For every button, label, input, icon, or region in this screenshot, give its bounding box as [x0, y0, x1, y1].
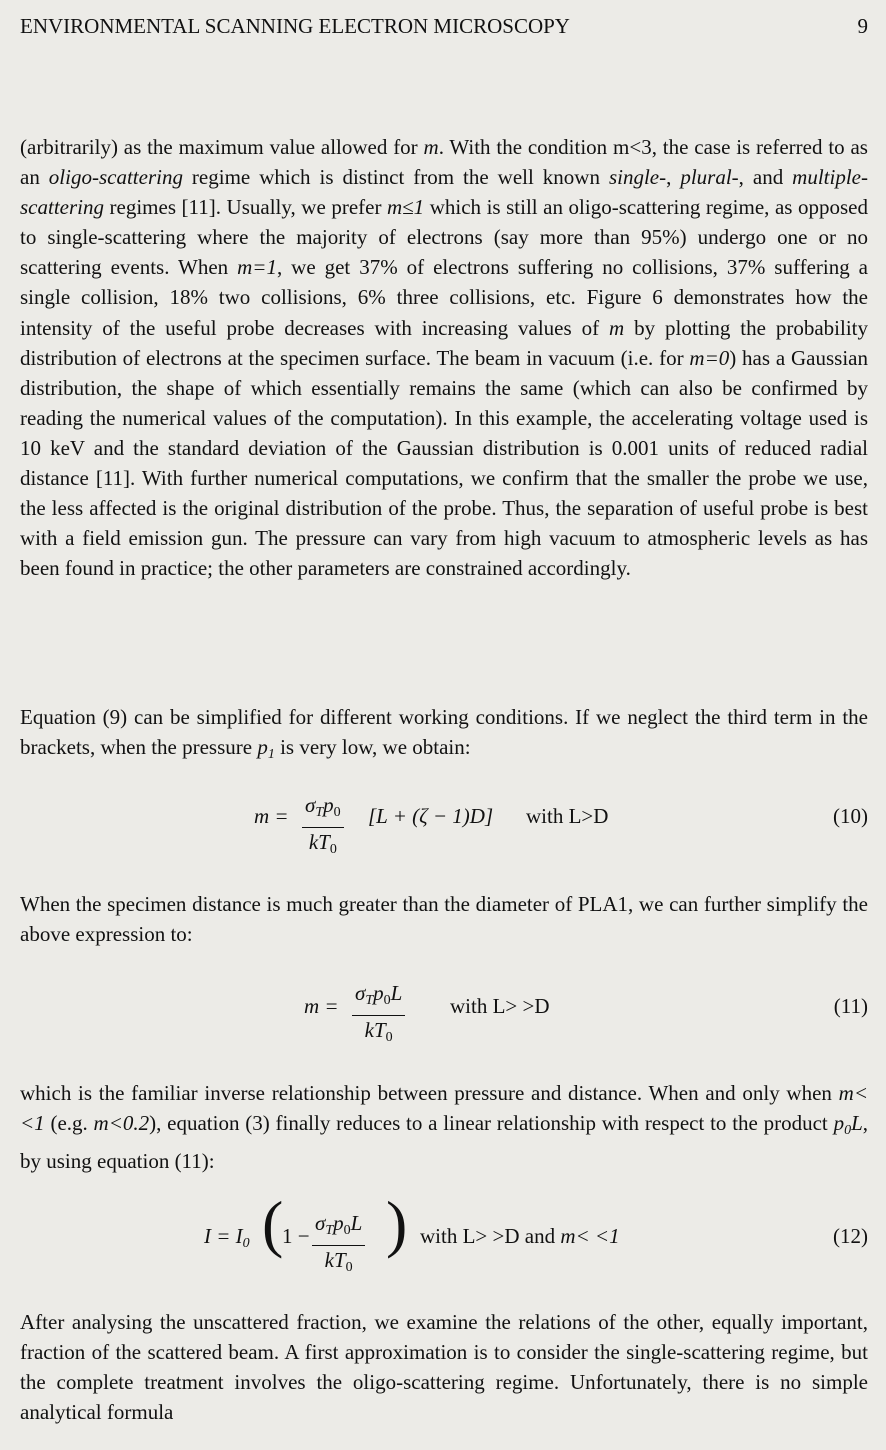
eq12-fraction: $\sigma_Tp_0L$ $kT_0$	[312, 1210, 365, 1281]
paragraph-5: After analysing the unscattered fraction, we examine the relations of the other, equally important, fraction of the scattered beam. A first approximation is to consider the single-scattering regime, but the complete treatment involves the oligo-scattering regime. Unfortunately, there is no simple analytical formula	[20, 1310, 868, 1425]
paragraph-1: (arbitrarily) as the maximum value allowed for m. With the condition m<3, the case is referred to as an oligo-scattering regime which is distinct from the well known single-, plural-, and multiple-scattering regimes [11]. Usually, we prefer m≤1 which is still an oligo-scattering regime, as opposed to single-scattering where the majority of electrons (say more than 95%) undergo one or no scattering events. When m=1, we get 37% of electrons suffering no collisions, 37% suffering a single collision, 18% two collisions, 6% three collisions, etc. Figure 6 demonstrates how the intensity of the useful probe decreases with increasing values of m by plotting the probability distribution of electrons at the specimen surface. The beam in vacuum (i.e. for m=0) has a Gaussian distribution, the shape of which essentially remains the same (which can also be confirmed by reading the numerical values of the computation). In this example, the accelerating voltage used is 10 keV and the standard deviation of the Gaussian distribution is 0.001 units of reduced radial distance [11]. With further numerical computations, we confirm that the smaller the probe we use, the less affected is the original distribution of the probe. Thus, the separation of useful probe is best with a field emission gun. The pressure can vary from high vacuum to atmospheric levels as has been found in practice; the other parameters are constrained accordingly.	[20, 135, 868, 581]
header-title: ENVIRONMENTAL SCANNING ELECTRON MICROSCOPY	[20, 14, 570, 38]
left-paren: (	[262, 1188, 284, 1259]
paragraph-2: Equation (9) can be simplified for different working conditions. If we neglect the third term in the brackets, when the pressure $p_1$ is very low, we obtain:	[20, 705, 868, 763]
running-header	[20, 14, 868, 39]
eq10-fraction: $\sigma_Tp_0$ $kT_0$	[302, 792, 344, 863]
eq11-fraction: $\sigma_Tp_0L$ $kT_0$	[352, 980, 405, 1051]
right-paren: )	[386, 1188, 408, 1259]
paragraph-3: When the specimen distance is much greater than the diameter of PLA1, we can further simplify the above expression to:	[20, 892, 868, 947]
paragraph-4: which is the familiar inverse relationship between pressure and distance. When and only when m< <1 (e.g. m<0.2), equation (3) finally reduces to a linear relationship with respect to the product $p_0L$, by using equation (11):	[20, 1081, 868, 1174]
page: ENVIRONMENTAL SCANNING ELECTRON MICROSCOPY 9 (arbitrarily) as the maximum value allowed for m. With the condition m<3, the case is referred to as an oligo-scattering regime which is distinct from the well known single-, plural-, and multiple-scattering regimes [11]. Usually, we prefer m≤1 which is still an oligo-scattering regime, as opposed to single-scattering where the majority of electrons (say more than 95%) undergo one or no scattering events. When m=1, we get 37% of electrons suffering no collisions, 37% suffering a single collision, 18% two collisions, 6% three collisions, etc. Figure 6 demonstrates how the intensity of the useful probe decreases with increasing values of m by plotting the probability distribution of electrons at the specimen surface. The beam in vacuum (i.e. for m=0) has a Gaussian distribution, the shape of which essentially remains the same (which can also be confirmed by reading the numerical values of the computation). In this example, the accelerating voltage used is 10 keV and the standard deviation of the Gaussian distribution is 0.001 units of reduced radial distance [11]. With further numerical computations, we confirm that the smaller the probe we use, the less affected is the original distribution of the probe. Thus, the separation of useful probe is best with a field emission gun. The pressure can vary from high vacuum to atmospheric levels as has been found in practice; the other parameters are constrained accordingly. Equation (9) can be simplified for different working conditions. If we neglect the third term in the brackets, when the pressure $p_1$ is very low, we obtain: m = $\sigma_Tp_0$ $kT_0$ [L + (ζ − 1)D] with L>D (10) When the specimen distance is much greater than the diameter of PLA1, we can further simplify the above expression to: m = $\sigma_Tp_0L$ $kT_0$ with L> >D (11) which is the familiar inverse relationship between pressure and distance. When and only when m< <1 (e.g. m<0.2), equation (3) finally reduces to a linear relationship with respect to the product $p_0L$, by using equation (11): $I = I_0$ ( 1 − $\sigma_Tp_0L$ $kT_0$ ) with L> >D and m< <1 (12) After analysing the unscattered fraction, we examine the relations of the other, equally important, fraction of the scattered beam. A first approximation is to consider the single-scattering regime, but the complete treatment involves the oligo-scattering regime. Unfortunately, there is no simple analytical formula	[0, 0, 886, 1450]
page-number: 9	[857, 14, 868, 38]
